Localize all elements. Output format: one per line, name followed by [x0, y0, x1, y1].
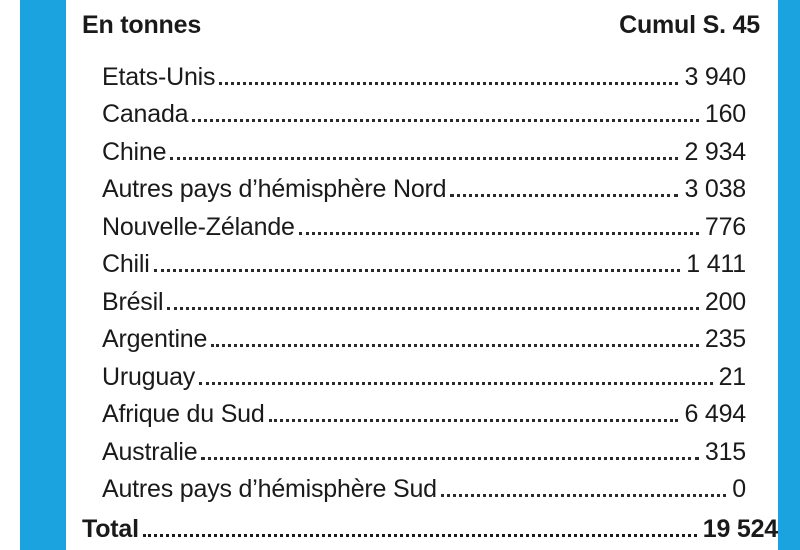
row-value: 2 934 [684, 137, 746, 166]
table-row [102, 429, 746, 467]
table-row [102, 204, 746, 242]
dot-leader [192, 118, 699, 122]
row-label: Etats-Unis [102, 62, 216, 91]
table-row [102, 392, 746, 430]
dot-leader [211, 343, 699, 347]
row-value: 1 411 [686, 250, 746, 278]
dot-leader [269, 418, 679, 422]
table-rows [102, 54, 746, 504]
row-label: Chili [102, 250, 150, 278]
dot-leader [154, 268, 681, 272]
table-row [102, 167, 746, 205]
total-row [82, 506, 778, 544]
row-label: Canada [102, 100, 189, 128]
table-row [102, 279, 746, 317]
total-label: Total [82, 514, 139, 543]
row-label: Australie [102, 437, 198, 466]
row-value: 6 494 [684, 400, 746, 428]
row-value: 3 940 [684, 62, 746, 91]
row-value: 776 [704, 212, 746, 241]
row-value: 235 [704, 325, 746, 353]
dot-leader [201, 456, 698, 460]
row-value: 160 [704, 100, 746, 128]
row-label: Autres pays d’hémisphère Sud [102, 475, 437, 503]
table-row [102, 354, 746, 392]
row-value: 315 [704, 437, 746, 466]
dot-leader [450, 193, 678, 197]
dot-leader [299, 231, 699, 235]
unit-label: En tonnes [82, 10, 202, 39]
dot-leader [167, 306, 699, 310]
dot-leader [199, 381, 712, 385]
table-row [102, 467, 746, 505]
dot-leader [170, 156, 678, 160]
row-label: Autres pays d’hémisphère Nord [102, 175, 447, 203]
left-white-strip [0, 0, 20, 550]
row-label: Brésil [102, 287, 164, 316]
left-accent-bar [0, 0, 66, 550]
row-value: 0 [732, 475, 746, 503]
table-panel [66, 0, 778, 550]
dot-leader [441, 493, 726, 497]
row-label: Chine [102, 137, 167, 166]
row-label: Afrique du Sud [102, 400, 265, 428]
row-label: Argentine [102, 325, 208, 353]
table-row [102, 317, 746, 355]
table-row [102, 92, 746, 130]
dot-leader [219, 81, 678, 85]
table-row [102, 54, 746, 92]
column-label: Cumul S. 45 [619, 10, 760, 39]
table-row [102, 242, 746, 280]
table-header [82, 8, 760, 42]
total-value: 19 524 [702, 514, 778, 543]
row-value: 200 [704, 287, 746, 316]
dot-leader [143, 533, 697, 537]
right-accent-bar [778, 0, 800, 550]
row-value: 21 [718, 362, 746, 391]
row-value: 3 038 [684, 175, 746, 203]
row-label: Nouvelle-Zélande [102, 212, 295, 241]
row-label: Uruguay [102, 362, 196, 391]
table-row [102, 129, 746, 167]
